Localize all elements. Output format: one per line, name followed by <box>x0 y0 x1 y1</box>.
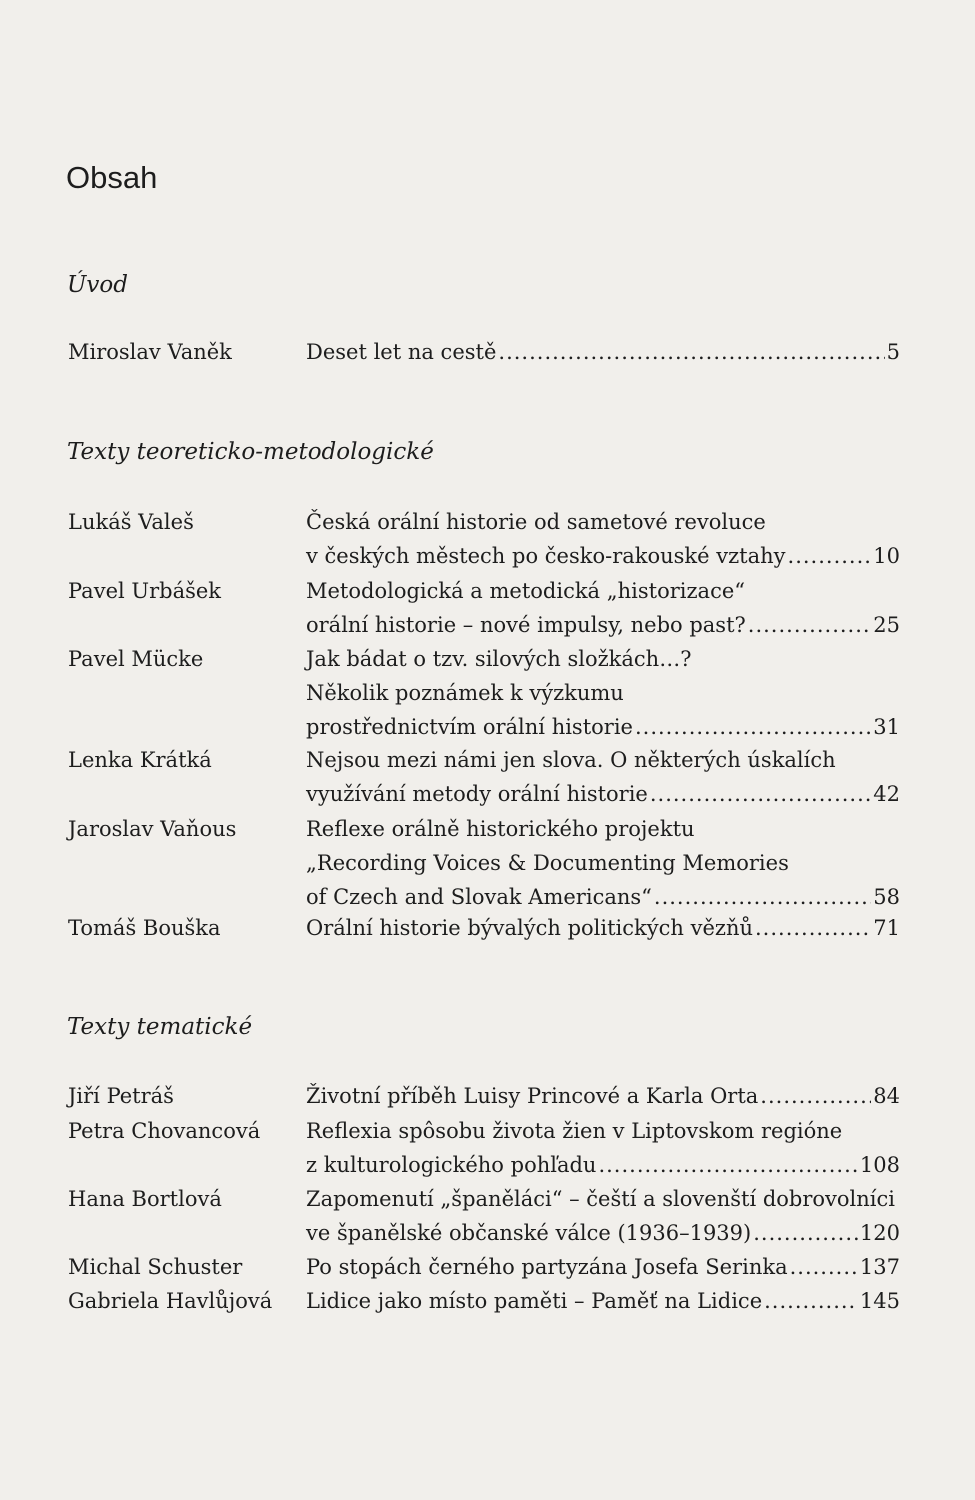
section-heading: Úvod <box>67 272 128 298</box>
entry-author: Jiří Petráš <box>68 1084 174 1108</box>
section-heading: Texty teoreticko-metodologické <box>67 439 434 465</box>
entry-title <box>306 338 900 372</box>
entry-page-number: 5 <box>886 340 900 364</box>
entry-title-line: Metodologická a metodická „historizace“ <box>306 579 746 603</box>
entry-title-line: Několik poznámek k výzkumu <box>306 681 624 705</box>
entry-page-number: 71 <box>873 916 900 940</box>
entry-title-line: orální historie – nové impulsy, nebo past? <box>306 613 746 637</box>
entry-page-number: 120 <box>859 1221 900 1245</box>
entry-author: Petra Chovancová <box>68 1119 261 1143</box>
entry-title-line: Životní příběh Luisy Princové a Karla Orta <box>306 1084 759 1108</box>
entry-author: Miroslav Vaněk <box>68 340 232 364</box>
entry-page-number: 31 <box>873 715 900 739</box>
page-title: Obsah <box>66 160 158 195</box>
entry-title <box>306 815 900 917</box>
dot-leader <box>755 914 871 942</box>
entry-page-number: 10 <box>873 544 900 568</box>
entry-author: Gabriela Havlůjová <box>68 1289 273 1313</box>
entry-title <box>306 577 900 645</box>
dot-leader <box>654 883 871 911</box>
entry-title-line: Zapomenutí „španěláci“ – čeští a slovenští dobrovolníci <box>306 1187 895 1211</box>
entry-author: Tomáš Bouška <box>68 916 221 940</box>
entry-title <box>306 508 900 576</box>
entry-title-line: z kulturologického pohľadu <box>306 1153 597 1177</box>
entry-title-line: Reflexe orálně historického projektu <box>306 817 695 841</box>
entry-title-line: Reflexia spôsobu života žien v Liptovskom regióne <box>306 1119 843 1143</box>
dot-leader <box>760 1082 871 1110</box>
entry-title <box>306 914 900 948</box>
entry-title <box>306 1287 900 1321</box>
dot-leader <box>764 1287 858 1315</box>
dot-leader <box>753 1219 858 1247</box>
entry-author: Hana Bortlová <box>68 1187 222 1211</box>
entry-title-line: Česká orální historie od sametové revoluce <box>306 510 766 534</box>
entry-title <box>306 1117 900 1185</box>
entry-title-line: Lidice jako místo paměti – Paměť na Lidice <box>306 1289 763 1313</box>
entry-author: Michal Schuster <box>68 1255 243 1279</box>
entry-page-number: 108 <box>859 1153 900 1177</box>
dot-leader <box>748 611 871 639</box>
entry-title-line: ve španělské občanské válce (1936–1939) <box>306 1221 752 1245</box>
dot-leader <box>498 338 884 366</box>
dot-leader <box>788 542 872 570</box>
entry-title-line: Po stopách černého partyzána Josefa Serinka <box>306 1255 788 1279</box>
dot-leader <box>790 1253 858 1281</box>
entry-title <box>306 1185 900 1253</box>
entry-page-number: 58 <box>873 885 900 909</box>
entry-author: Lenka Krátká <box>68 748 212 772</box>
entry-title-line: prostřednictvím orální historie <box>306 715 633 739</box>
entry-title-line: využívání metody orální historie <box>306 782 648 806</box>
dot-leader <box>635 713 871 741</box>
entry-page-number: 42 <box>873 782 900 806</box>
entry-author: Jaroslav Vaňous <box>68 817 237 841</box>
entry-page-number: 84 <box>873 1084 900 1108</box>
dot-leader <box>650 780 871 808</box>
entry-title <box>306 1253 900 1287</box>
entry-title-line: of Czech and Slovak Americans“ <box>306 885 652 909</box>
section-heading: Texty tematické <box>67 1014 253 1040</box>
entry-title-line: Orální historie bývalých politických vězňů <box>306 916 753 940</box>
dot-leader <box>598 1151 857 1179</box>
entry-title-line: Deset let na cestě <box>306 340 497 364</box>
entry-title-line: v českých městech po česko-rakouské vztahy <box>306 544 786 568</box>
entry-title-line: Jak bádat o tzv. silových složkách…? <box>306 647 692 671</box>
entry-page-number: 137 <box>859 1255 900 1279</box>
entry-author: Pavel Urbášek <box>68 579 222 603</box>
entry-title-line: „Recording Voices & Documenting Memories <box>306 851 789 875</box>
entry-title <box>306 645 900 747</box>
entry-author: Pavel Mücke <box>68 647 204 671</box>
entry-author: Lukáš Valeš <box>68 510 194 534</box>
entry-title-line: Nejsou mezi námi jen slova. O některých úskalích <box>306 748 836 772</box>
entry-title <box>306 746 900 814</box>
entry-title <box>306 1082 900 1116</box>
entry-page-number: 25 <box>873 613 900 637</box>
entry-page-number: 145 <box>859 1289 900 1313</box>
